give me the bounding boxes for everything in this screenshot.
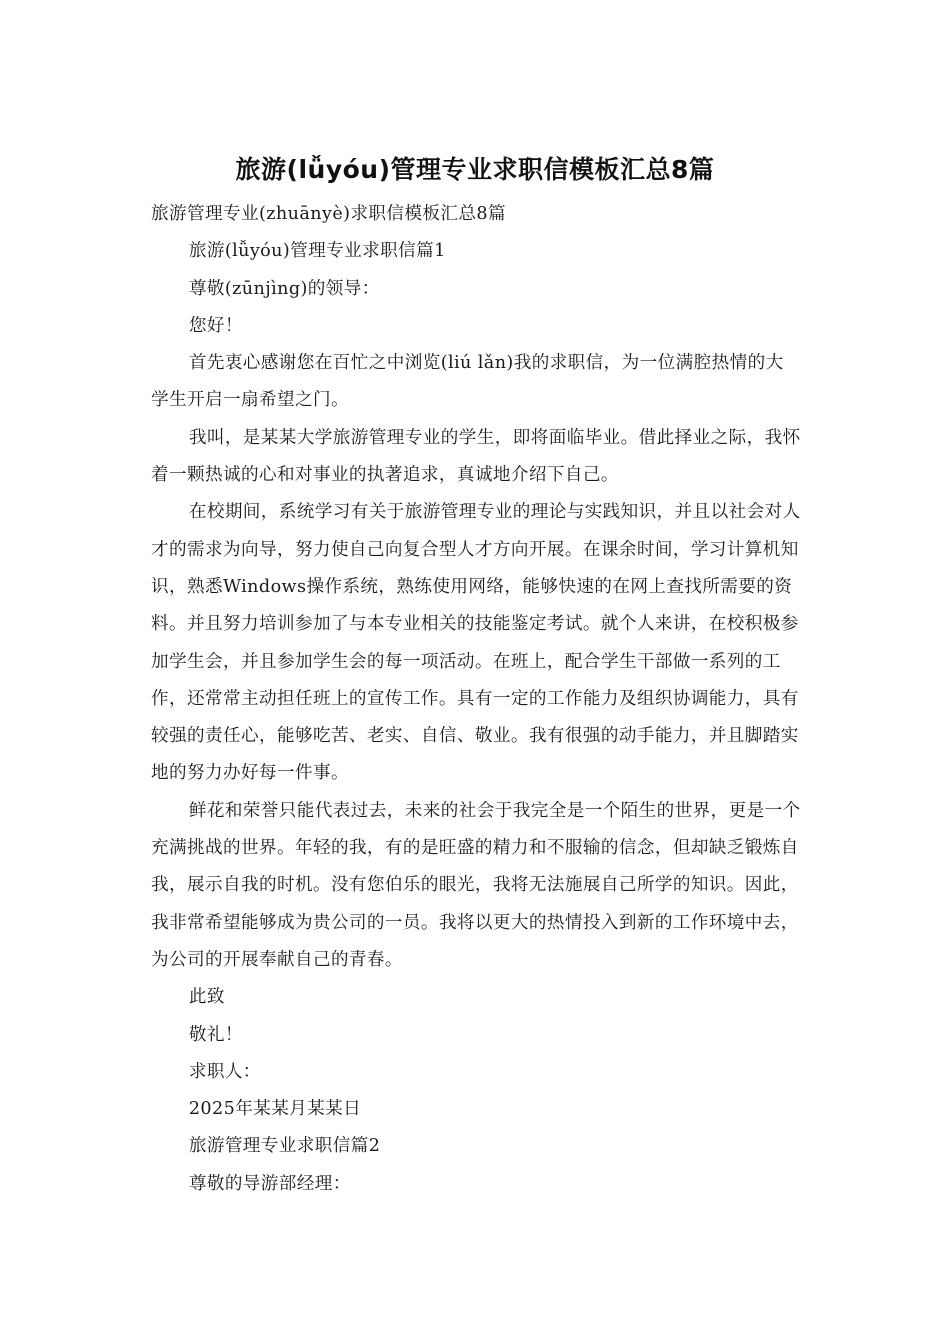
closing-line: 此致: [188, 987, 225, 1008]
subtitle-paragraph: 旅游管理专业(zhuānyè)求职信模板汇总8篇: [151, 204, 506, 224]
closing-salute: 敬礼！: [188, 1024, 243, 1045]
letter-date: 2025年某某月某某日: [188, 1099, 362, 1120]
body-paragraph: 我叫，是某某大学旅游管理专业的学生，即将面临毕业。借此择业之际，我怀着一颗热诚的心和对事业的执著追求，真诚地介绍下自己。: [151, 427, 801, 486]
document-title: 旅游(lǚyóu)管理专业求职信模板汇总8篇: [235, 155, 715, 184]
greeting: 您好！: [188, 315, 243, 336]
section-heading-1: 旅游(lǚyóu)管理专业求职信篇1: [188, 241, 446, 262]
salutation: 尊敬的导游部经理：: [188, 1173, 351, 1194]
body-paragraph: 首先衷心感谢您在百忙之中浏览(liú lǎn)我的求职信，为一位满腔热情的大学生开启一扇希望之门。: [151, 353, 784, 411]
signature-label: 求职人：: [188, 1061, 261, 1082]
document-body: [151, 196, 801, 1203]
body-paragraph: 在校期间，系统学习有关于旅游管理专业的理论与实践知识，并且以社会对人才的需求为向导，努力使自己向复合型人才方向开展。在课余时间，学习计算机知识，熟悉Windows操作系统，熟练使用网络，能够快速的在网上查找所需要的资料。并且努力培训参加了与本专业相关的技能鉴定考试。就个人来讲，在校积极参加学生会，并且参加学生会的每一项活动。在班上，配合学生干部做一系列的工作，还常常主动担任班上的宣传工作。具有一定的工作能力及组织协调能力，具有较强的责任心，能够吃苦、老实、自信、敬业。我有很强的动手能力，并且脚踏实地的努力办好每一件事。: [151, 502, 801, 784]
salutation: 尊敬(zūnjìng)的领导：: [188, 278, 380, 299]
section-heading-2: 旅游管理专业求职信篇2: [188, 1136, 381, 1157]
body-paragraph: 鲜花和荣誉只能代表过去，未来的社会于我完全是一个陌生的世界，更是一个充满挑战的世界。年轻的我，有的是旺盛的精力和不服输的信念，但却缺乏锻炼自我，展示自我的时机。没有您伯乐的眼光，我将无法施展自己所学的知识。因此，我非常希望能够成为贵公司的一员。我将以更大的热情投入到新的工作环境中去，为公司的开展奉献自己的青春。: [151, 800, 801, 970]
